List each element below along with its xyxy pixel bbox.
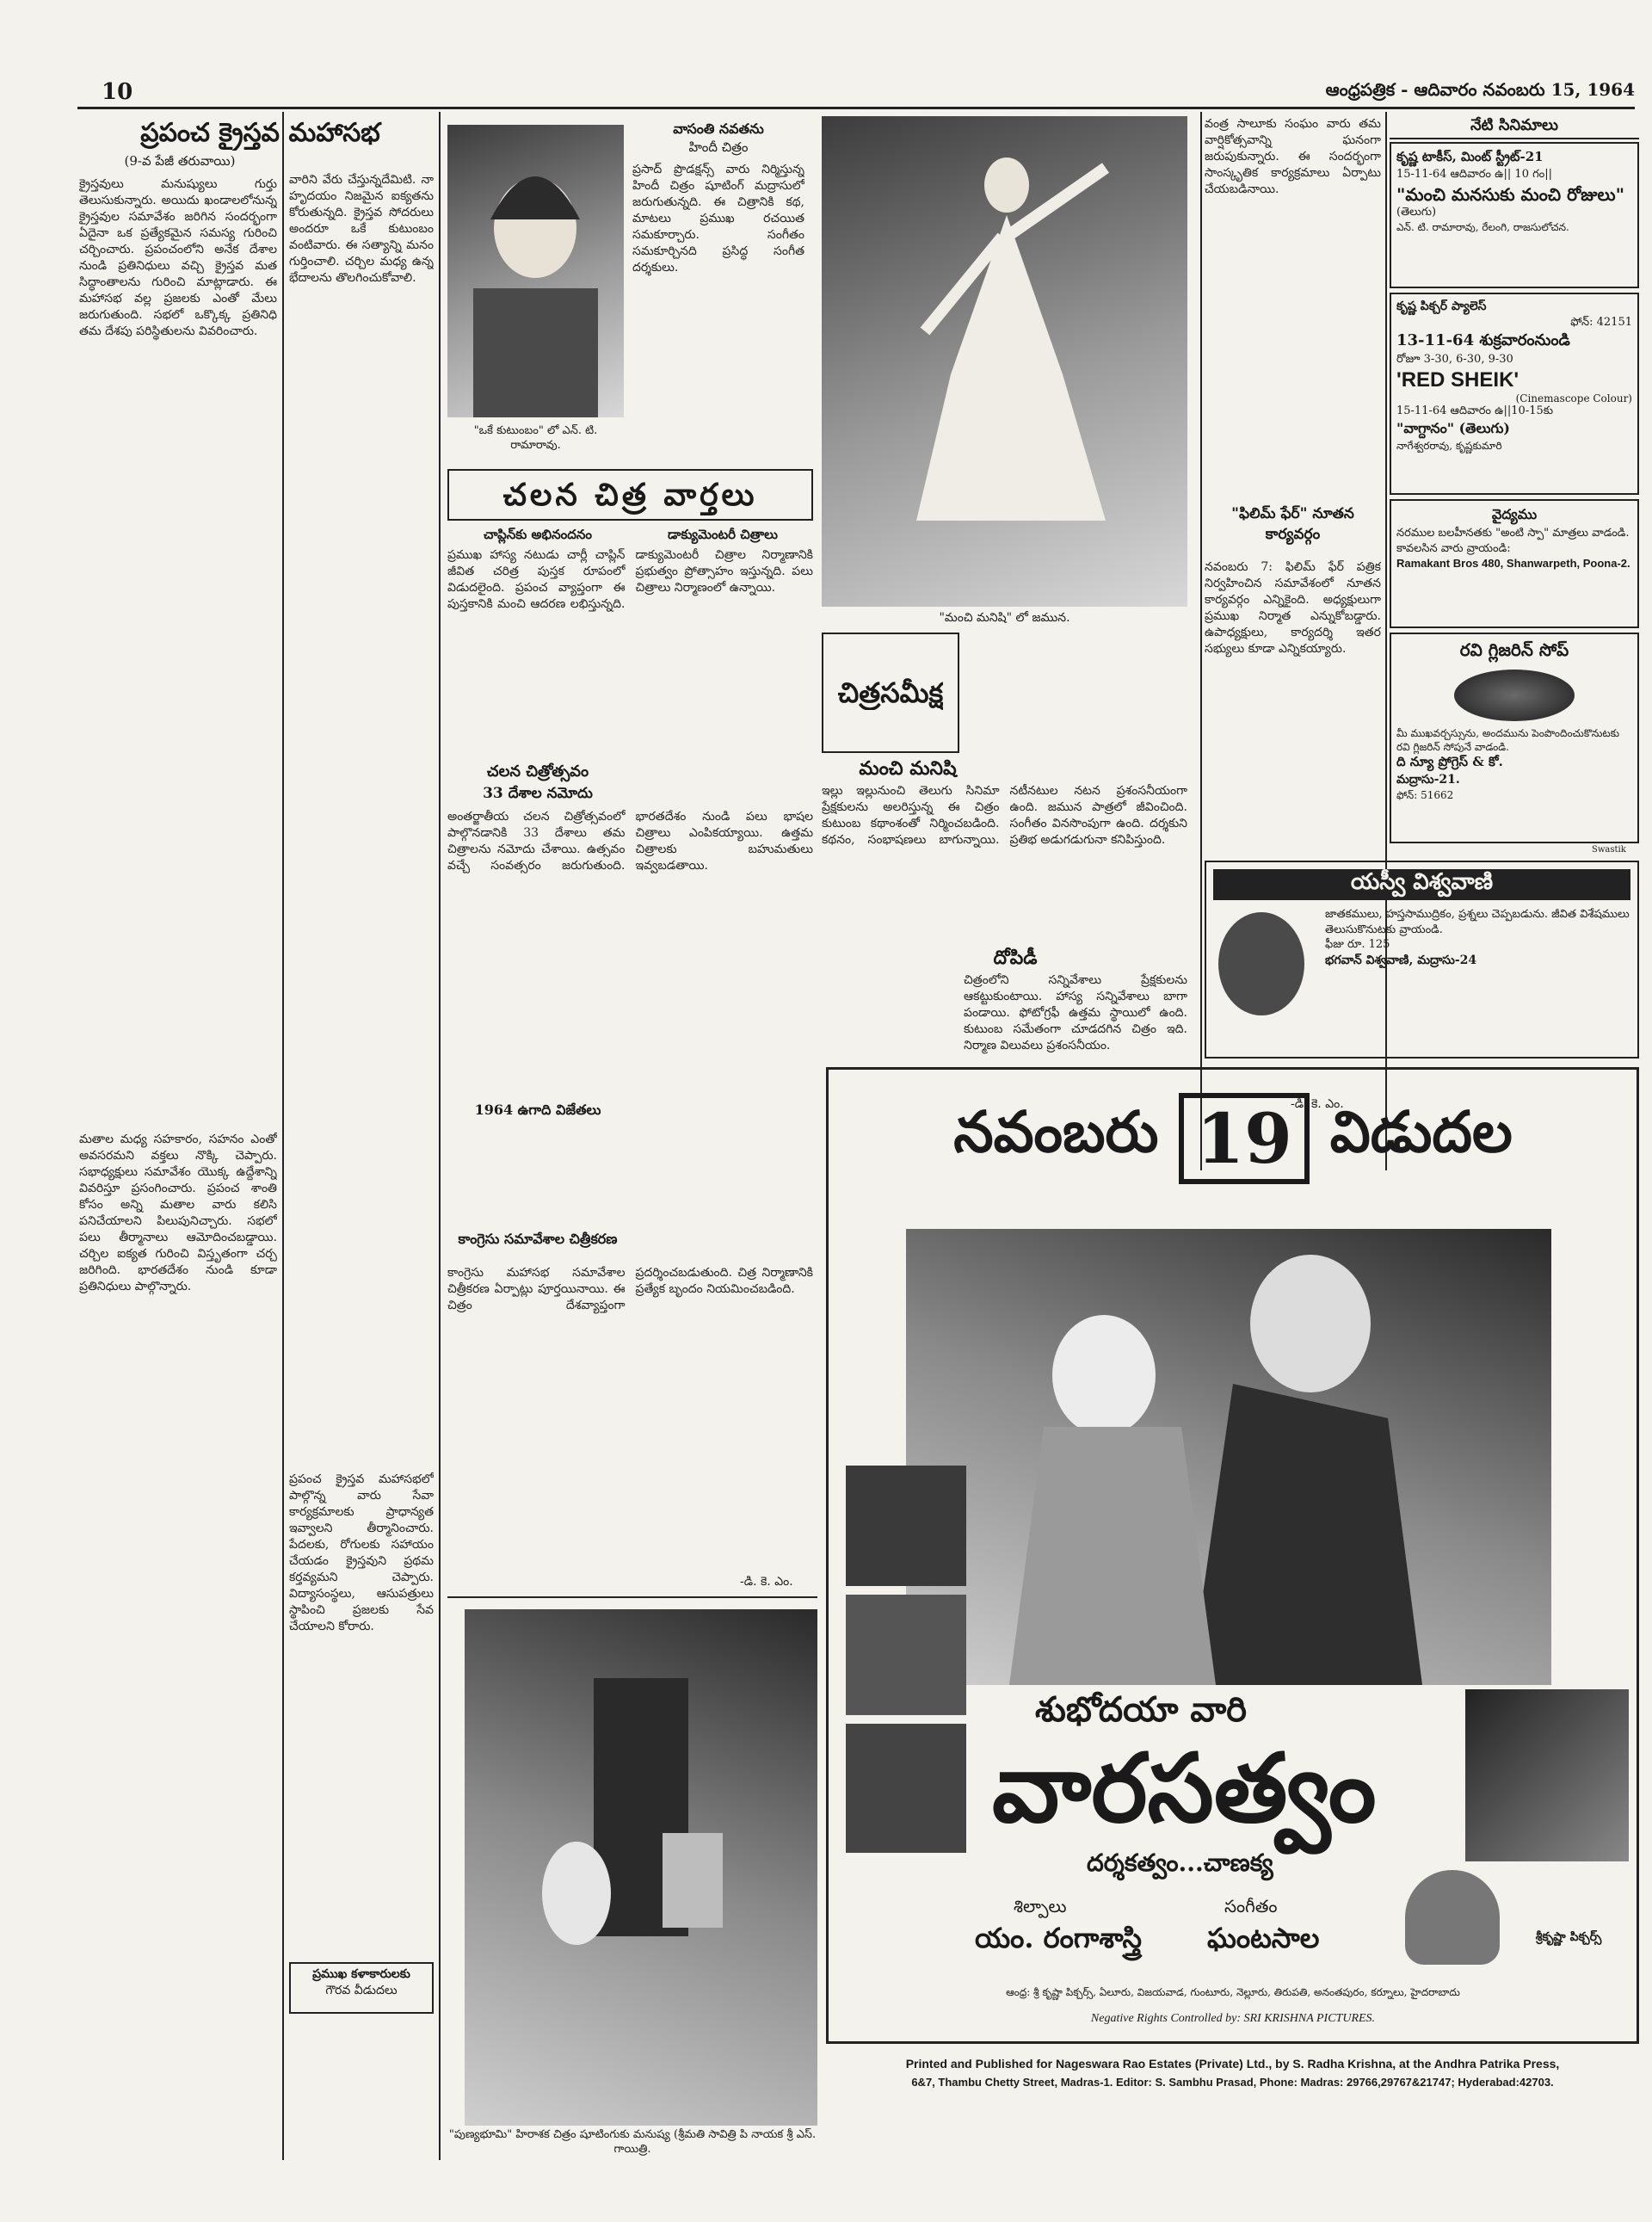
article-body-cont: మతాల మధ్య సహకారం, సహనం ఎంతో అవసరమని వక్తలు నొక్కి చెప్పారు. సభాధ్యక్షులు సమావేశం యొక్క ఉద్దేశాన్ని వివరిస్తూ ప్రసంగించారు. ప్రపంచ శాంతి కోసం అన్ని మతాల వారు కలిసి పనిచేయాలని పిలుపునిచ్చారు. సభలో పలు తీర్మానాలు ఆమోదించబడ్డాయి. చర్చిల ఐక్యత గురించి విస్తృతంగా చర్చ జరిగింది. భారతదేశం నుండి కూడా ప్రతినిధులు పాల్గొన్నారు. xyxy=(79,1133,277,1293)
film-title: వారసత్వం xyxy=(992,1732,1377,1843)
dancer-photo xyxy=(822,116,1187,607)
filmfare-byline: -డి. కె. ఎం. xyxy=(1291,1097,1344,1111)
ad-medical xyxy=(1390,499,1639,628)
ad2-shows: రోజూ 3-30, 6-30, 9-30 xyxy=(1396,353,1513,366)
still-caption: "పుణ్యభూమి" హిరాశక చిత్రం షూటింగుకు మనుష్య (శ్రీమతి సావిత్రి పి నాయక శ్రీ ఎస్. గాయిత్రి. xyxy=(448,2128,817,2156)
presents-line: శుభోదయా వారి xyxy=(1035,1689,1247,1730)
portrait-photo xyxy=(447,125,624,417)
ad2-sub: (Cinemascope Colour) xyxy=(1515,392,1632,404)
doppi-body: చిత్రంలోని సన్నివేశాలు ప్రేక్షకులను ఆకట్టుకుంటాయి. హాస్య సన్నివేశాలు బాగా పండాయి. ఫోటోగ్రఫీ ఉత్తమ స్థాయిలో ఉంది. కుటుంబ సమేతంగా చూడదగిన చిత్రం ఇది. నిర్మాణ విలువలు ప్రశంసనీయం. xyxy=(964,973,1187,1052)
article-subtitle: (9-వ పేజీ తరువాయి) xyxy=(124,153,236,169)
ad1-lang: (తెలుగు) xyxy=(1396,206,1437,219)
article-body-col2-cont: ప్రపంచ క్రైస్తవ మహాసభలో పాల్గొన్న వారు సేవా కార్యక్రమాలకు ప్రాధాన్యత ఇవ్వాలని తీర్మానించారు. పేదలకు, రోగులకు సహాయం చేయడం క్రైస్తవుని ప్రథమ కర్తవ్యమని చెప్పారు. విద్యాసంస్థలు, ఆసుపత్రులు స్థాపించి ప్రజలకు సేవ చేయాలని కోరారు. xyxy=(289,1472,434,1633)
imprint-line-2: 6&7, Thambu Chetty Street, Madras-1. Editor: S. Sambhu Prasad, Phone: Madras: 29766,29767&21747; Hyderabad:42703. xyxy=(911,2076,1554,2089)
filmfare-body: నవంబరు 7: ఫిలిమ్ ఫేర్ పత్రిక నిర్వహించిన సమావేశంలో నూతన కార్యవర్గం ఎన్నికైంది. అధ్యక్షులుగా ప్రముఖ నిర్మాత ఎన్నుకోబడ్డారు. ఉపాధ్యక్షులు, కార్యదర్శి ఇతర సభ్యులు కూడా ఎన్నికయ్యారు. xyxy=(1205,560,1381,656)
ad2-phone: ఫోన్: 42151 xyxy=(1570,316,1632,329)
soap-image xyxy=(1454,670,1575,721)
notice-title: ప్రముఖ కళాకారులకు xyxy=(312,1967,410,1981)
ad1-time: 15-11-64 ఆదివారం ఉ|| 10 గం|| xyxy=(1396,168,1553,181)
negative-rights: Negative Rights Controlled by: SRI KRISHNA PICTURES. xyxy=(1090,2012,1376,2025)
medical-body: నరముల బలహీనతకు "అంటి స్పా" మాత్రలు వాడండి. కావలసిన వారు వ్రాయండి: xyxy=(1396,527,1630,555)
ad-red-sheik xyxy=(1390,293,1639,495)
ad2-theatre: కృష్ణ పిక్చర్ ప్యాలెస్ xyxy=(1396,299,1487,313)
still-scene xyxy=(465,1609,817,2126)
news-sub-ugadi: 1964 ఉగాది విజేతలు xyxy=(474,1102,601,1118)
news-body-a: ప్రముఖ హాస్య నటుడు చార్లీ చాప్లిన్ జీవిత చరిత్ర పుస్తక రూపంలో విడుదలైంది. ప్రపంచ వ్యాప్తంగా ఈ పుస్తకానికి మంచి ఆదరణ లభిస్తున్నది. డాక్యుమెంటరీ చిత్రాల నిర్మాణానికి ప్రభుత్వం ప్రోత్సాహం ఇస్తున్నది. పలు చిత్రాలు నిర్మాణంలో ఉన్నాయి. xyxy=(447,548,813,611)
news-sub-festival: చలన చిత్రోత్సవం xyxy=(486,762,589,781)
writer-label: శిల్పాలు xyxy=(1014,1896,1067,1916)
soap-city: మద్రాసు-21. xyxy=(1396,773,1460,787)
ad2-film2: "వాగ్దానం" (తెలుగు) xyxy=(1396,420,1510,436)
ad-krishna-talkies xyxy=(1390,142,1639,288)
portrait-figure xyxy=(447,125,624,417)
article-title: ప్రపంచ క్రైస్తవ మహాసభ xyxy=(140,118,380,148)
news-sub-chaplin: చాప్లిన్‌కు అభినందనం xyxy=(484,527,592,542)
release-month: నవంబరు xyxy=(953,1098,1159,1165)
baby-figure xyxy=(1405,1870,1500,1965)
ad2-film: 'RED SHEIK' xyxy=(1396,368,1519,392)
hero-portrait xyxy=(1465,1689,1629,1861)
ad1-theatre: కృష్ణ టాకీస్, మింట్ స్ట్రీట్-21 xyxy=(1396,149,1544,164)
portrait-caption: "ఒకే కుటుంబం" లో ఎన్. టి. రామారావు. xyxy=(473,424,598,452)
astro-body: జాతకములు, హస్తసాముద్రికం, ప్రశ్నలు చెప్పబడును. జీవిత విశేషములు తెలుసుకొనుటకు వ్రాయండి. xyxy=(1325,908,1630,936)
medical-address: Ramakant Bros 480, Shanwarpeth, Poona-2. xyxy=(1396,557,1630,570)
article-body-col2: వారిని వేరు చేస్తున్నదేమిటి. నా హృదయం నిజమైన ఐక్యతను కోరుతున్నది. క్రైస్తవ సోదరులు అందరూ ఒకే కుటుంబం వంటివారు. ఈ సత్యాన్ని మనం గుర్తించాలి. చర్చిల మధ్య ఉన్న భేదాలను తొలగించుకోవాలి. xyxy=(289,173,434,285)
soap-body: మీ ముఖవర్చస్సును, అందమును పెంపొందించుకొనుటకు రవి గ్లిజరిన్ సోపునే వాడండి. xyxy=(1396,727,1620,753)
writer-name: యం. రంగాశాస్త్రి xyxy=(975,1922,1143,1954)
review-sub-doppi: దోపిడీ xyxy=(964,947,1067,973)
music-name: ఘంటసాల xyxy=(1207,1922,1320,1954)
ad-soap xyxy=(1390,633,1639,843)
still-photo xyxy=(465,1609,817,2126)
distributor-credits: ఆంధ్ర: శ్రీ కృష్ణా పిక్చర్స్, ఏలూరు, విజయవాడ, గుంటూరు, నెల్లూరు, తిరుపతి, అనంతపురం, కర్నూలు, హైదరాబాదు xyxy=(1006,1986,1460,1998)
dancer-caption: "మంచి మనిషి" లో జమున. xyxy=(939,611,1070,625)
news-body-b: అంతర్జాతీయ చలన చిత్రోత్సవంలో పాల్గొనడానికి 33 దేశాలు తమ చిత్రాలను నమోదు చేశాయి. ఉత్సవం వచ్చే సంవత్సరం జరుగుతుంది. భారతదేశం నుండి పలు భాషల చిత్రాలు ఎంపికయ్యాయి. ఉత్తమ చిత్రాలకు బహుమతులు ఇవ్వబడతాయి. xyxy=(447,810,813,873)
filmfare-heading: "ఫిలిమ్ ఫేర్" నూతన కార్యవర్గం xyxy=(1231,505,1354,543)
side-body: ప్రసాద్ ప్రొడక్షన్స్ వారు నిర్మిస్తున్న హిందీ చిత్రం షూటింగ్ మద్రాసులో జరుగుతున్నది. ఈ చిత్రానికి కథ, మాటలు ప్రముఖ రచయిత సమకూర్చారు. సంగీతం సమకూర్చినది ప్రసిద్ధ సంగీత దర్శకులు. xyxy=(632,163,804,275)
review-banner-text: చిత్రసమీక్ష xyxy=(837,676,944,709)
astro-name: భగవాన్ విశ్వవాణి, మద్రాసు-24 xyxy=(1325,954,1477,967)
page-number: 10 xyxy=(102,79,133,105)
news-banner-text: చలన చిత్ర వార్తలు xyxy=(502,477,758,513)
ad2-date2: 15-11-64 ఆదివారం ఉ||10-15కు xyxy=(1396,404,1554,417)
article-body: క్రైస్తవులు మనుష్యులు గుర్తు తెలుసుకున్నారు. అయిదు ఖండాలలోనున్న క్రైస్తవుల సమావేశం జరిగిన సందర్భంగా ఏదైనా ఒక ప్రత్యేకమైన సమస్య గురించి చర్చించారు. ప్రపంచంలోని అనేక దేశాల నుండి ప్రతినిధులు వచ్చి క్రైస్తవ మత సిద్ధాంతాలను గురించి మాట్లాడారు. ఈ మహాసభ వల్ల ప్రజలకు ఎంతో మేలు జరుగుతుంది. సభలో ఒక్కొక్క ప్రతినిధి తమ దేశపు పరిస్థితులను వివరించారు. xyxy=(79,177,277,338)
astro-fee: ఫీజు రూ. 125 xyxy=(1325,938,1390,951)
imprint-line-1: Printed and Published for Nageswara Rao Estates (Private) Ltd., by S. Radha Krishna, at the Andhra Patrika Press, xyxy=(905,2057,1560,2071)
news-sub-congress: కాంగ్రెసు సమావేశాల చిత్రీకరణ xyxy=(458,1231,618,1247)
medical-heading: వైద్యము xyxy=(1491,506,1538,522)
cast-portrait-2 xyxy=(846,1595,966,1715)
release-word: విడుదల xyxy=(1329,1098,1513,1165)
film-ad xyxy=(826,1067,1639,2044)
ad-astrology xyxy=(1205,861,1639,1059)
soap-phone: ఫోన్: 51662 xyxy=(1396,789,1454,801)
side-heading: వాసంతి నవతను xyxy=(673,120,764,137)
film-still-figures xyxy=(906,1229,1551,1685)
ads-section-heading: నేటి సినిమాలు xyxy=(1390,116,1639,139)
side-subheading: హిందీ చిత్రం xyxy=(688,139,749,155)
distributor-logo: శ్రీకృష్ణా పిక్చర్స్ xyxy=(1535,1930,1602,1944)
ad2-date: 13-11-64 శుక్రవారంనుండి xyxy=(1396,331,1570,349)
review-banner xyxy=(822,633,959,753)
ad1-film: "మంచి మనసుకు మంచి రోజులు" xyxy=(1396,184,1625,205)
ad2-cast2: నాగేశ్వరరావు, కృష్ణకుమారి xyxy=(1396,440,1502,452)
news-banner xyxy=(447,469,813,521)
review-body: ఇల్లు ఇల్లునుంచి తెలుగు సినిమా ప్రేక్షకులను అలరిస్తున్న ఈ చిత్రం కుటుంబ కథాంశంతో నిర్మించబడింది. కథనం, సంభాషణలు బాగున్నాయి. నటీనటుల నటన ప్రశంసనీయంగా ఉంది. జమున పాత్రలో జీవించింది. సంగీతం వినసొంపుగా ఉంది. దర్శకుని ప్రతిభ అడుగడుగునా కనిపిస్తుంది. xyxy=(822,784,1187,847)
release-banner xyxy=(846,1087,1620,1190)
news-byline: -డి. కె. ఎం. xyxy=(740,1575,793,1589)
release-day: 19 xyxy=(1179,1093,1309,1184)
notice-box xyxy=(289,1962,434,2014)
soap-tag: Swastik xyxy=(1592,845,1626,855)
cast-portrait-1 xyxy=(846,1466,966,1586)
soap-maker: ది న్యూ ప్రోగ్రెస్ & కో. xyxy=(1396,754,1503,769)
news-body-col5: వంత్ర సాలూకు సంఘం వారు తమ వార్షికోత్సవాన్ని ఘనంగా జరుపుకున్నారు. ఈ సందర్భంగా సాంస్కృతిక కార్యక్రమాలు ఏర్పాటు చేయబడినాయి. xyxy=(1205,117,1381,196)
notice-subtitle: గౌరవ వీడుదలు xyxy=(325,1984,398,1997)
review-title: మంచి మనిషి xyxy=(859,757,957,780)
dancer-figure xyxy=(822,116,1187,607)
news-body-c: కాంగ్రెసు మహాసభ సమావేశాల చిత్రీకరణ ఏర్పాట్లు పూర్తయినాయి. ఈ చిత్రం దేశవ్యాప్తంగా ప్రదర్శించబడుతుంది. చిత్ర నిర్మాణానికి ప్రత్యేక బృందం నియమించబడింది. xyxy=(447,1266,813,1312)
date-line: ఆంధ్రపత్రిక - ఆదివారం నవంబరు 15, 1964 xyxy=(1325,79,1635,100)
astro-portrait xyxy=(1218,912,1304,1015)
film-director: దర్శకత్వం...చాణక్య xyxy=(1087,1849,1273,1877)
news-sub-33-countries: 33 దేశాల నమోదు xyxy=(483,785,593,802)
cast-portrait-3 xyxy=(846,1724,966,1853)
soap-heading: రవి గ్లిజరిన్ సోప్ xyxy=(1459,639,1569,660)
film-still xyxy=(906,1229,1551,1685)
astro-heading: యస్వీ విశ్వవాణి xyxy=(1213,869,1630,900)
ad1-cast: ఎన్. టి. రామారావు, రేలంగి, రాజసులోచన. xyxy=(1396,221,1569,233)
music-label: సంగీతం xyxy=(1224,1896,1278,1916)
news-sub-documentary: డాక్యుమెంటరీ చిత్రాలు xyxy=(667,527,778,542)
